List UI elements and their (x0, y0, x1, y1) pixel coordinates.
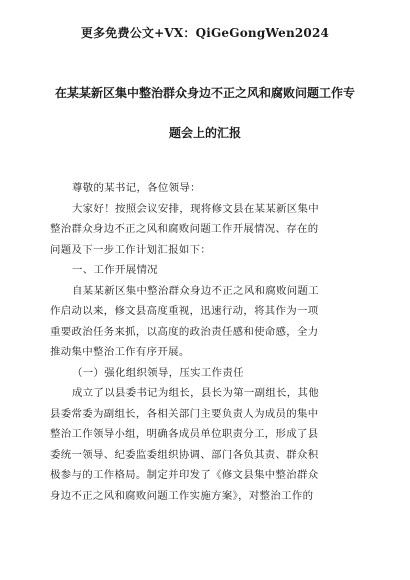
body-line: 自某某新区集中整治群众身边不正之风和腐败问题工 (72, 284, 320, 297)
body-line: 委统一领导、纪委监委组织协调、部门各负其责、群众积 (50, 448, 319, 461)
body-line: 重要政治任务来抓，以高度的政治责任感和使命感，全力 (50, 325, 319, 338)
body-line: 推动集中整治工作有序开展。 (50, 346, 190, 358)
section-heading: 一、工作开展情况 (72, 264, 158, 276)
subsection-heading: （一）强化组织领导，压实工作责任 (72, 366, 244, 379)
body-line: 大家好！按照会议安排，现将修文县在某某新区集中 (72, 202, 320, 215)
body-line: 整治工作领导小组，明确各成员单位职责分工，形成了县 (50, 428, 319, 440)
body-line: 县委常委为副组长，各相关部门主要负责人为成员的集中 (50, 407, 319, 420)
promo-banner: 更多免费公文+VX：QiGeGongWen2024 (80, 26, 330, 40)
document-title-line-2: 题会上的汇报 (168, 126, 241, 140)
body-line: 极参与的工作格局。制定并印发了《修文县集中整治群众 (50, 469, 319, 481)
document-title-line-1: 在某某新区集中整治群众身边不正之风和腐败问题工作专 (54, 86, 355, 100)
body-line: 身边不正之风和腐败问题工作实施方案》，对整治工作的 (50, 489, 314, 502)
salutation-line: 尊敬的某书记，各位领导： (72, 182, 201, 194)
body-line: 成立了以县委书记为组长，县长为第一副组长，其他 (72, 387, 320, 399)
body-line: 问题及下一步工作计划汇报如下： (50, 243, 212, 256)
body-line: 作启动以来，修文县高度重视，迅速行动，将其作为一项 (50, 305, 319, 317)
body-line: 整治群众身边不正之风和腐败问题工作开展情况、存在的 (50, 223, 319, 235)
document-body (50, 178, 362, 506)
